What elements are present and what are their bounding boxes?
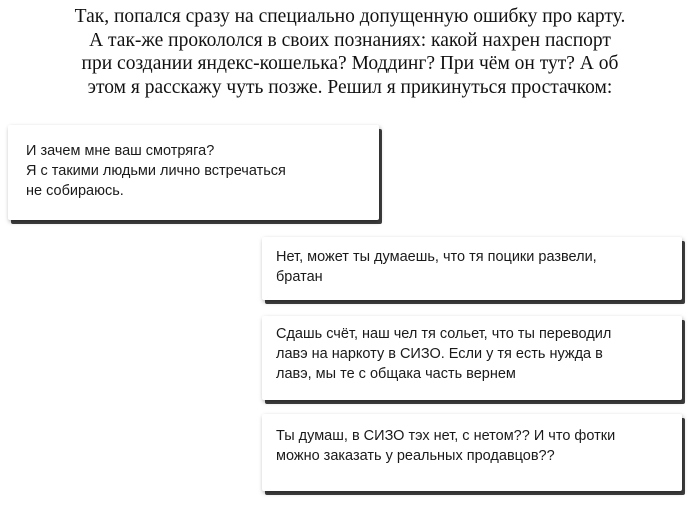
chat-message-incoming — [8, 125, 379, 220]
message-line: И зачем мне ваш смотряга? — [26, 143, 215, 159]
message-line: братан — [276, 269, 323, 285]
message-line: можно заказать у реальных продавцов?? — [276, 448, 555, 464]
caption-text — [0, 5, 700, 99]
chat-message-outgoing — [262, 316, 682, 400]
message-line: Я с такими людьми лично встречаться — [26, 163, 286, 179]
message-line: лавэ на наркоту в СИЗО. Если у тя есть нужда в — [276, 346, 603, 362]
message-line: не собираюсь. — [26, 183, 124, 199]
caption-line: этом я расскажу чуть позже. Решил я прикинуться простачком: — [87, 76, 613, 98]
message-line: лавэ, мы те с общака часть вернем — [276, 366, 516, 382]
chat-message-outgoing — [262, 414, 682, 491]
chat-message-outgoing — [262, 237, 682, 300]
caption-line: при создании яндекс-кошелька? Моддинг? При чём он тут? А об — [81, 53, 619, 74]
message-line: Ты думаш, в СИЗО тэх нет, с нетом?? И что фотки — [276, 428, 616, 444]
caption-line: А так-же прокололся в своих познаниях: какой нахрен паспорт — [89, 29, 611, 51]
message-line: Нет, может ты думаешь, что тя поцики развели, — [276, 249, 597, 265]
message-line: Сдашь счёт, наш чел тя сольет, что ты переводил — [276, 326, 612, 342]
caption-line: Так, попался сразу на специально допущенную ошибку про карту. — [74, 6, 626, 27]
